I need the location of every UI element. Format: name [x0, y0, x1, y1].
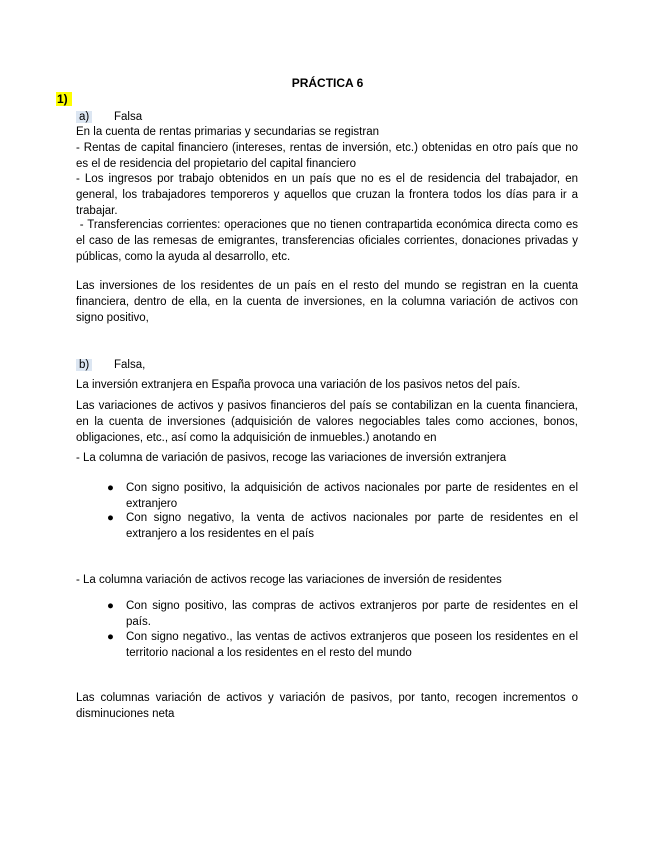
bullet-icon: ● — [107, 512, 114, 524]
bullet-icon: ● — [107, 600, 114, 612]
part-a-conclusion: Las inversiones de los residentes de un país en el resto del mundo se registran en la cuenta financiera, dentro de ella, en la cuenta de inversiones, en la columna variación de activos con signo positivo, — [76, 280, 578, 324]
activos-bullet-text: Con signo negativo., las ventas de activos extranjeros que poseen los residentes en el territorio nacional a los residentes en el resto del mundo — [126, 631, 578, 659]
pasivos-bullet-text: Con signo positivo, la adquisición de activos nacionales por parte de residentes en el extranjero — [126, 482, 578, 510]
bullet-icon: ● — [107, 631, 114, 643]
part-a-intro: En la cuenta de rentas primarias y secundarias se registran — [76, 126, 379, 138]
part-a-answer: Falsa — [114, 111, 143, 123]
closing-paragraph: Las columnas variación de activos y variación de pasivos, por tanto, recogen incrementos o disminuciones neta — [76, 692, 578, 720]
activos-bullet — [107, 598, 578, 630]
part-b-paragraph-2: Las variaciones de activos y pasivos financieros del país se contabilizan en la cuenta financiera, en la cuenta de inversiones (adquisición de valores negociables tales como acciones, bonos, obligaciones, etc., así como la adquisición de inmuebles.) anotando en — [76, 400, 578, 444]
section-number: 1) — [56, 92, 72, 106]
part-a-item-transferencias: - Transferencias corrientes: operaciones que no tienen contrapartida económica directa como es el caso de las remesas de emigrantes, transferencias oficiales corrientes, donaciones privadas y públicas, como la ayuda al desarrollo, etc. — [76, 219, 582, 263]
part-b-paragraph-1: La inversión extranjera en España provoca una variación de los pasivos netos del país. — [76, 379, 521, 391]
activos-heading: - La columna variación de activos recoge las variaciones de inversión de residentes — [76, 574, 502, 586]
part-a-header — [76, 109, 143, 125]
part-a-item-ingresos-trabajo: - Los ingresos por trabajo obtenidos en un país que no es el de residencia del trabajador, en general, los trabajadores temporeros y aquellos que cruzan la frontera todos los días para ir a trabajar. — [76, 173, 578, 217]
activos-bullet — [107, 629, 578, 661]
part-a-label: a) — [76, 111, 92, 123]
part-a-item-rentas-capital: - Rentas de capital financiero (intereses, rentas de inversión, etc.) obtenidas en otro país que no es el de residencia del propietario del capital financiero — [76, 142, 578, 170]
pasivos-heading: - La columna de variación de pasivos, recoge las variaciones de inversión extranjera — [76, 452, 507, 464]
pasivos-bullet — [107, 480, 578, 512]
pasivos-bullet — [107, 510, 578, 542]
page-title: PRÁCTICA 6 — [291, 76, 364, 90]
bullet-icon: ● — [107, 482, 114, 494]
part-b-header — [76, 357, 146, 373]
part-b-label: b) — [76, 359, 92, 371]
activos-bullet-text: Con signo positivo, las compras de activos extranjeros por parte de residentes en el país. — [126, 600, 578, 628]
pasivos-bullet-text: Con signo negativo, la venta de activos nacionales por parte de residentes en el extranjero a los residentes en el país — [126, 512, 578, 540]
part-b-answer: Falsa, — [114, 359, 146, 371]
